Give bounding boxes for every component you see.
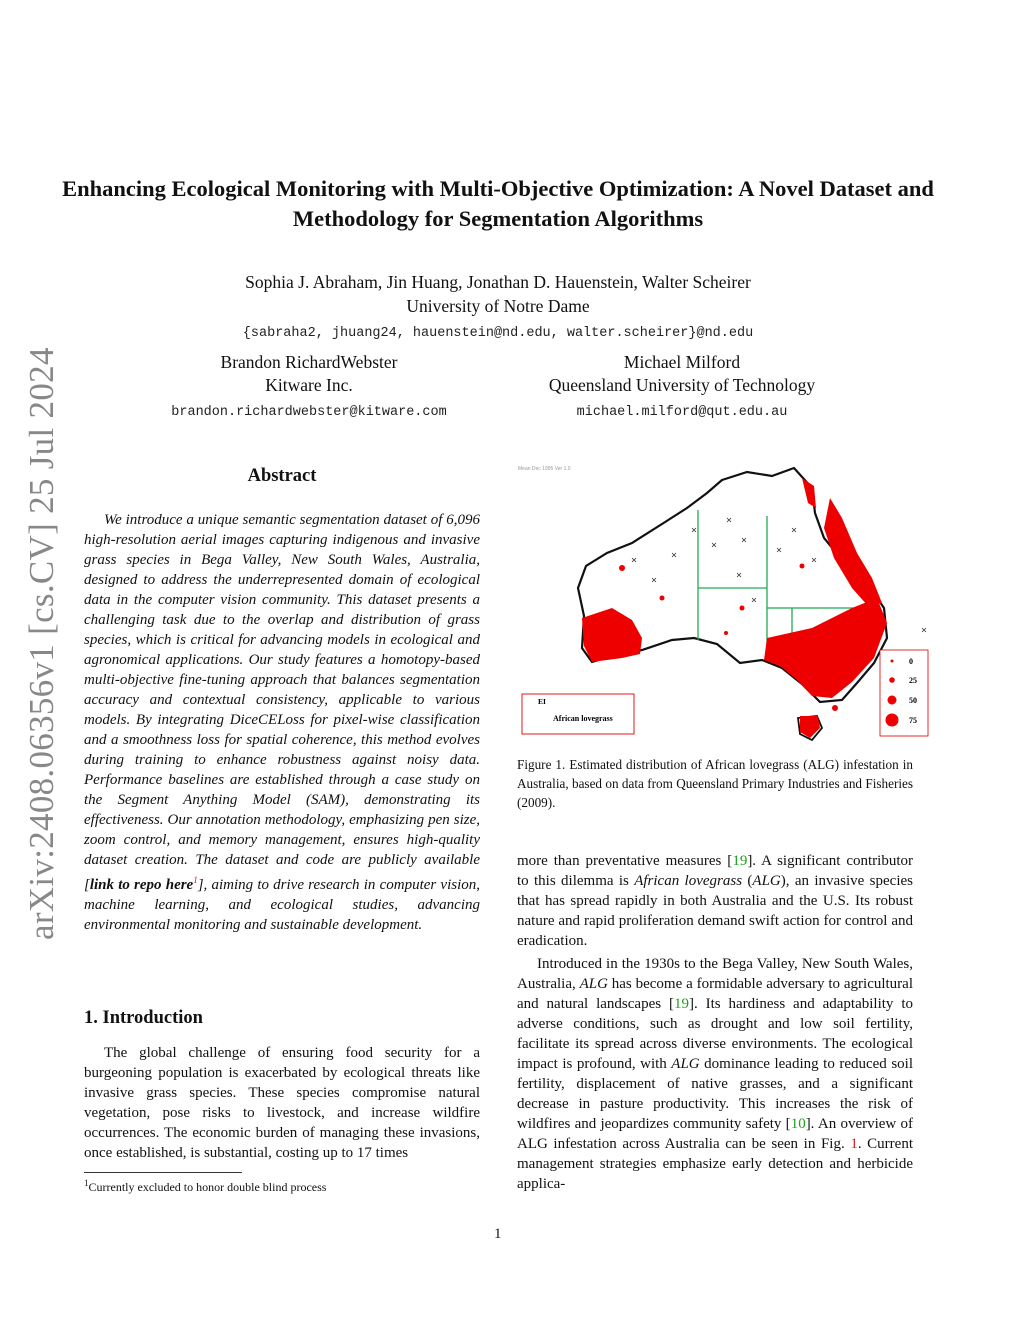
author-names: Sophia J. Abraham, Jin Huang, Jonathan D. Hauenstein, Walter Scheirer bbox=[245, 272, 751, 292]
legend-label: African lovegrass bbox=[553, 714, 613, 723]
right-column-text bbox=[517, 851, 913, 1194]
author-block-right bbox=[502, 351, 862, 424]
abstract-text: We introduce a unique semantic segmentation dataset of 6,096 high-resolution aerial images capturing indigenous and invasive grass species in Bega Valley, New South Wales, Australia, designed to address the underrepresented domain of ecological data in the computer vision community. This dataset presents a challenging task due to the overlap and distribution of grass species, which is critical for advancing models in ecological and agronomical applications. Our study features a homotopy-based multi-objective fine-tuning approach that balances segmentation accuracy and contextual consistency, applicable to various models. By integrating DiceCELoss for pixel-wise classification and a smoothness loss for spatial coherence, this method evolves during training to enhance robustness against noisy data. Performance baselines are established through a case study on the Segment Anything Model (SAM), demonstrating its effectiveness. Our annotation methodology, emphasizing pen size, zoom control, and memory management, ensures high-quality dataset creation. The dataset and code are publicly available [ bbox=[84, 512, 480, 893]
map-header: Mean Dec 1995 Ver 1.0 bbox=[518, 466, 571, 472]
footnote-number: 1 bbox=[84, 1178, 89, 1188]
footnote-rule bbox=[84, 1172, 242, 1173]
scale-label-25: 25 bbox=[909, 676, 917, 685]
author-name: Michael Milford bbox=[623, 352, 741, 372]
page-number: 1 bbox=[494, 1226, 502, 1242]
citation-link[interactable]: 10 bbox=[790, 1116, 806, 1132]
scale-label-0: 0 bbox=[909, 657, 913, 666]
paragraph: Introduced in the 1930s to the Bega Valley, New South Wales, Australia, ALG has become a formidable adversary to agricultural and natural landscapes [19]. Its hardiness and adaptability to adverse conditions, such as drought and low soil fertility, facilitate its spread across diverse environments. The ecological impact is profound, with ALG dominance leading to reduced soil fertility, displacement of native grasses, and a significant decrease in pasture productivity. This increases the risk of wildfires and jeopardizes community safety [10]. An overview of ALG infestation across Australia can be seen in Fig. 1. Current management strategies emphasize early detection and herbicide applica- bbox=[517, 956, 914, 1192]
abstract-body bbox=[84, 510, 480, 935]
author-email: michael.milford@qut.edu.au bbox=[576, 405, 788, 420]
footnote-text: Currently excluded to honor double blind process bbox=[88, 1180, 327, 1194]
author-affiliation: Kitware Inc. bbox=[265, 375, 353, 395]
australia-map bbox=[512, 458, 932, 750]
author-emails: {sabraha2, jhuang24, hauenstein@nd.edu, walter.scheirer}@nd.edu bbox=[242, 326, 754, 341]
citation-link[interactable]: 19 bbox=[732, 853, 748, 869]
citation-link[interactable]: 19 bbox=[673, 996, 689, 1012]
scale-legend bbox=[880, 650, 928, 736]
paragraph: more than preventative measures [19]. A significant contributor to this dilemma is African lovegrass (ALG), an invasive species that has spread rapidly in both Australia and the U.S. Its robust nature and rapid proliferation demand swift action for control and eradication. bbox=[517, 853, 913, 949]
author-block-left bbox=[129, 351, 489, 424]
abstract-text-end: ], aiming to drive research in computer vision, machine learning, and ecological studies, advancing environmental monitoring and sustainable development. bbox=[84, 877, 480, 933]
intro-paragraph: The global challenge of ensuring food security for a burgeoning population is exacerbated by ecological threats like invasive grass species. These species compromise natural vegetation, pose risks to livestock, and increase wildfire occurrences. The economic burden of managing these invasions, once established, is substantial, costing up to 17 times bbox=[84, 1045, 480, 1161]
repo-link[interactable]: link to repo here bbox=[89, 877, 194, 893]
author-name: Brandon RichardWebster bbox=[220, 352, 398, 372]
section-heading-introduction: 1. Introduction bbox=[84, 1008, 203, 1028]
legend-title: EI bbox=[538, 697, 546, 706]
footnote bbox=[84, 1178, 326, 1195]
arxiv-identifier: arXiv:2408.06356v1 [cs.CV] 25 Jul 2024 bbox=[22, 347, 61, 940]
legend-box bbox=[522, 694, 634, 734]
author-affiliation: Queensland University of Technology bbox=[548, 375, 816, 395]
author-affiliation: University of Notre Dame bbox=[406, 296, 590, 316]
scale-label-75: 75 bbox=[909, 716, 917, 725]
figure-map bbox=[512, 458, 932, 750]
scale-label-50: 50 bbox=[909, 696, 917, 705]
abstract-heading: Abstract bbox=[247, 466, 317, 486]
figure-link[interactable]: 1 bbox=[850, 1136, 858, 1152]
author-email: brandon.richardwebster@kitware.com bbox=[171, 405, 447, 420]
paper-title: Enhancing Ecological Monitoring with Multi-Objective Optimization: A Novel Dataset and Methodology for Segmentation Algorithms bbox=[62, 176, 934, 231]
footnote-mark: 1 bbox=[193, 875, 198, 885]
figure-caption: Figure 1. Estimated distribution of African lovegrass (ALG) infestation in Australia, based on data from Queensland Primary Industries and Fisheries (2009). bbox=[517, 757, 913, 810]
